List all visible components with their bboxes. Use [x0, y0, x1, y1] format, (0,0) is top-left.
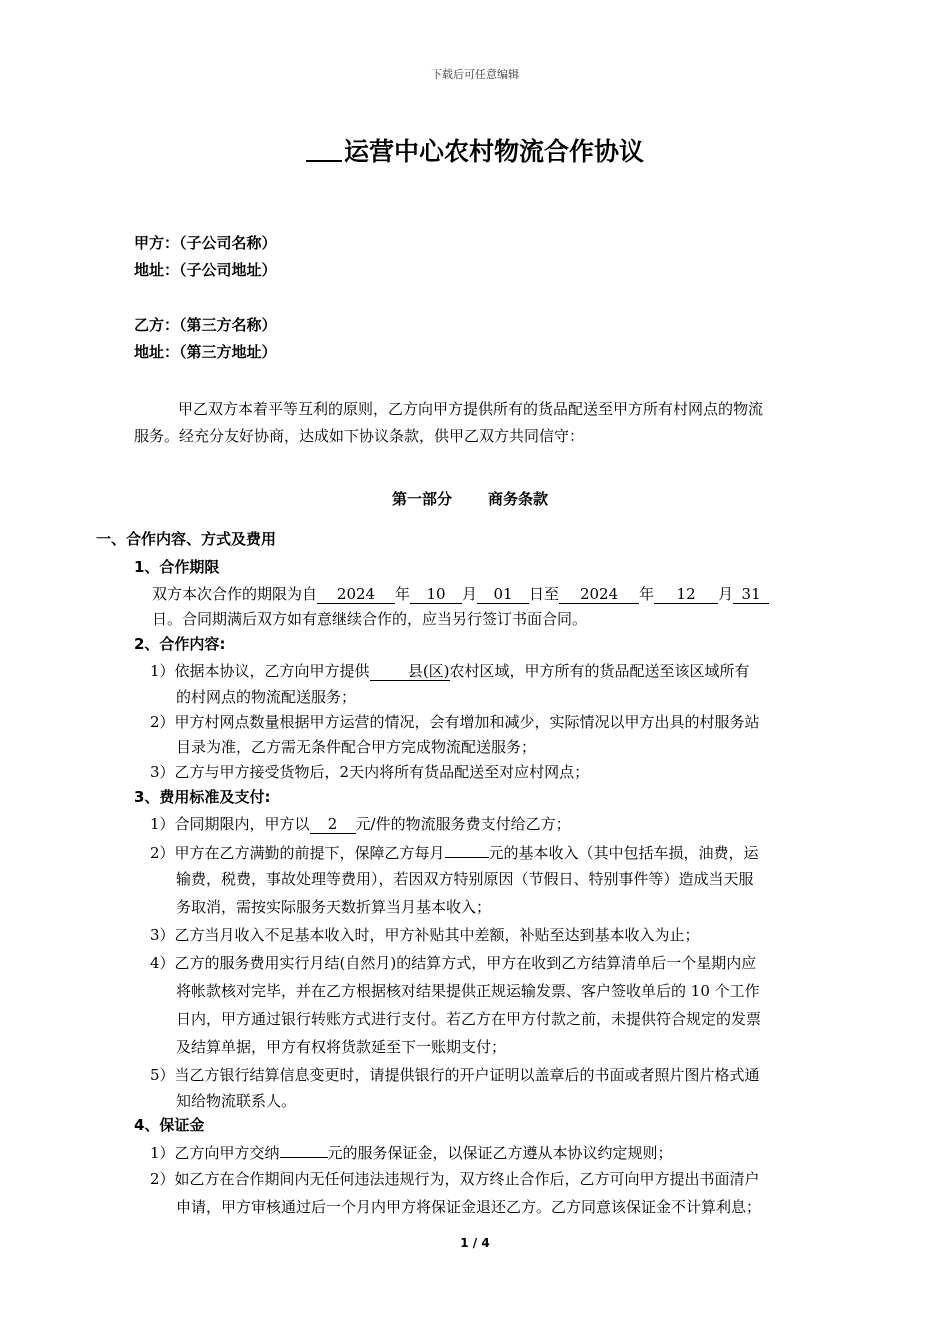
start-year-field: 2024 — [317, 586, 395, 604]
deposit-item-2-cont: 申请，甲方审核通过后一个月内甲方将保证金退还乙方。乙方同意该保证金不计算利息； — [176, 1198, 762, 1216]
term-line-2: 日。合同期满后双方如有意继续合作的，应当另行签订书面合同。 — [152, 610, 588, 628]
fees-item-4-cont-2: 日内，甲方通过银行转账方式进行支付。若乙方在甲方付款之前，未提供符合规定的发票 — [176, 1010, 762, 1028]
party-a-address: 地址：（子公司地址） — [134, 261, 277, 279]
end-day-field: 31 — [733, 586, 769, 604]
fee-per-piece-field: 2 — [310, 816, 356, 834]
party-a: 甲方：（子公司名称） — [134, 234, 277, 252]
fees-item-2-post: 元的基本收入（其中包括车损，油费，运 — [488, 844, 759, 862]
header-note: 下载后可任意编辑 — [431, 68, 519, 81]
fees-item-2 — [150, 840, 759, 863]
deposit-item-1-pre: 1）乙方向甲方交纳 — [150, 1144, 280, 1162]
fees-item-5-cont: 知给物流联系人。 — [176, 1092, 297, 1110]
end-month-field: 12 — [654, 586, 718, 604]
end-year-field: 2024 — [559, 586, 639, 604]
fees-item-4: 4）乙方的服务费用实行月结(自然月)的结算方式，甲方在收到乙方结算清单后一个星期内应 — [150, 954, 757, 972]
section-heading-1: 一、合作内容、方式及费用 — [96, 530, 277, 548]
fees-item-4-cont-1: 将帐款核对完毕，并在乙方根据核对结果提供正规运输发票、客户签收单后的 10 个工作 — [176, 982, 760, 1000]
year-char: 年 — [395, 585, 411, 603]
deposit-item-1-post: 元的服务保证金，以保证乙方遵从本协议约定规则； — [327, 1144, 673, 1162]
intro-line-2: 服务。经充分友好协商，达成如下协议条款，供甲乙双方共同信守： — [134, 427, 585, 445]
content-item-1-pre: 1）依据本协议，乙方向甲方提供 — [150, 662, 370, 680]
day-to: 日至 — [529, 585, 560, 603]
fees-item-2-pre: 2）甲方在乙方满勤的前提下，保障乙方每月 — [150, 844, 445, 862]
start-month-field: 10 — [410, 586, 462, 604]
fees-item-1 — [150, 813, 571, 834]
content-item-1 — [150, 660, 750, 681]
fees-item-3: 3）乙方当月收入不足基本收入时，甲方补贴其中差额，补贴至达到基本收入为止； — [150, 926, 700, 944]
deposit-heading: 4、保证金 — [134, 1116, 205, 1134]
part-label: 第一部分 — [392, 490, 453, 508]
deposit-item-1 — [150, 1140, 673, 1163]
fees-item-4-cont-3: 及结算单据，甲方有权将货款延至下一账期支付； — [176, 1038, 507, 1056]
page-number: 1 / 4 — [460, 1236, 490, 1250]
monthly-income-field — [445, 840, 489, 858]
fees-item-1-post: 元/件的物流服务费支付给乙方； — [355, 815, 571, 833]
fees-heading: 3、费用标准及支付: — [134, 788, 271, 806]
deposit-item-2: 2）如乙方在合作期间内无任何违法违规行为，双方终止合作后，乙方可向甲方提出书面清户 — [150, 1170, 760, 1188]
content-item-1-cont: 的村网点的物流配送服务； — [176, 688, 357, 706]
term-heading: 1、合作期限 — [134, 558, 220, 576]
part-name: 商务条款 — [488, 490, 549, 508]
title-blank — [306, 138, 342, 162]
content-item-2: 2）甲方村网点数量根据甲方运营的情况，会有增加和减少，实际情况以甲方出具的村服务站 — [150, 713, 760, 731]
document-title — [0, 132, 950, 168]
content-item-3: 3）乙方与甲方接受货物后，2天内将所有货品配送至对应村网点； — [150, 763, 590, 781]
content-item-1-post: 农村区域，甲方所有的货品配送至该区域所有 — [449, 662, 750, 680]
county-field: 县(区) — [370, 663, 450, 681]
intro-line-1: 甲乙双方本着平等互利的原则，乙方向甲方提供所有的货品配送至甲方所有村网点的物流 — [178, 400, 764, 418]
month-char-2: 月 — [718, 585, 734, 603]
content-item-2-cont: 目录为准，乙方需无条件配合甲方完成物流配送服务； — [176, 738, 537, 756]
term-line-1 — [152, 583, 769, 604]
fees-item-2-cont-1: 输费，税费，事故处理等费用），若因双方特别原因（节假日、特别事件等）造成当天服 — [176, 870, 754, 888]
fees-item-1-pre: 1）合同期限内，甲方以 — [150, 815, 310, 833]
party-b-address: 地址：（第三方地址） — [134, 343, 277, 361]
fees-item-2-cont-2: 务取消，需按实际服务天数折算当月基本收入； — [176, 898, 492, 916]
content-heading: 2、合作内容: — [134, 635, 226, 653]
part-heading — [392, 488, 548, 509]
start-day-field: 01 — [477, 586, 529, 604]
title-text: 运营中心农村物流合作协议 — [343, 137, 644, 166]
party-b: 乙方：（第三方名称） — [134, 316, 277, 334]
deposit-amount-field — [280, 1140, 328, 1158]
term-prefix: 双方本次合作的期限为自 — [152, 585, 318, 603]
fees-item-5: 5）当乙方银行结算信息变更时，请提供银行的开户证明以盖章后的书面或者照片图片格式通 — [150, 1066, 760, 1084]
year-char-2: 年 — [639, 585, 655, 603]
month-char: 月 — [462, 585, 478, 603]
